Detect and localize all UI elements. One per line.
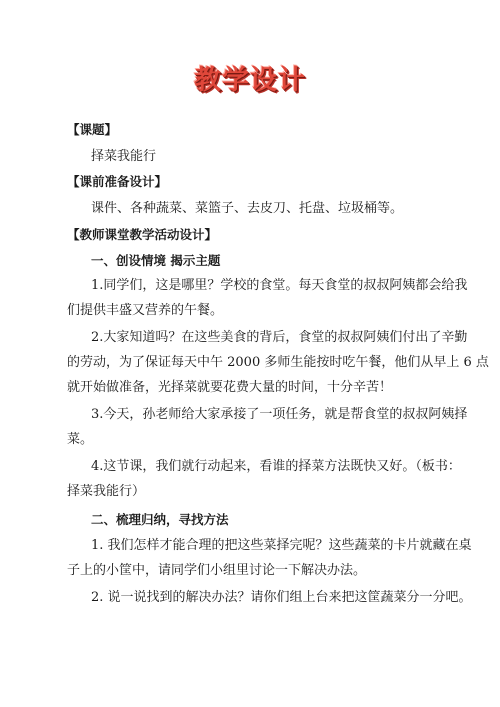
part1-p4-line1: 4.这节课，我们就行动起来，看谁的择菜方法既快又好。（板书：	[91, 459, 461, 474]
part2-heading: 二、梳理归纳，寻找方法	[91, 512, 229, 527]
part1-p3-line1: 3.今天，孙老师给大家承接了一项任务，就是帮食堂的叔叔阿姨择	[91, 407, 468, 422]
prep-text: 课件、各种蔬菜、菜篮子、去皮刀、托盘、垃圾桶等。	[91, 201, 404, 216]
part1-p2-line3: 就开始做准备，光择菜就要花费大量的时间，十分辛苦！	[67, 380, 393, 395]
part1-heading: 一、创设情境 揭示主题	[91, 253, 221, 268]
part1-p2-line1: 2.大家知道吗？在这些美食的背后，食堂的叔叔阿姨们付出了辛勤	[91, 330, 468, 345]
topic-heading: 【课题】	[67, 122, 118, 137]
part2-p1-line2: 子上的小筐中，请同学们小组里讨论一下解决办法。	[67, 563, 367, 578]
part2-p2-line1: 2. 说一说找到的解决办法？请你们组上台来把这筐蔬菜分一分吧。	[91, 590, 472, 605]
prep-heading: 【课前准备设计】	[67, 174, 168, 189]
document-title: 教学设计	[194, 65, 306, 96]
activity-heading: 【教师课堂教学活动设计】	[67, 227, 218, 242]
part1-p1-line1: 1.同学们，这是哪里？学校的食堂。每天食堂的叔叔阿姨都会给我	[91, 278, 468, 293]
part1-p1-line2: 们提供丰盛又营养的午餐。	[67, 303, 224, 318]
part1-p4-line2: 择菜我能行）	[67, 484, 146, 499]
part1-p3-line2: 菜。	[67, 432, 94, 447]
part1-p2-line2: 的劳动，为了保证每天中午 2000 多师生能按时吃午餐，他们从早上 6 点	[67, 355, 489, 370]
part2-p1-line1: 1. 我们怎样才能合理的把这些菜择完呢？这些蔬菜的卡片就藏在桌	[91, 538, 472, 553]
topic-text: 择菜我能行	[91, 149, 157, 164]
